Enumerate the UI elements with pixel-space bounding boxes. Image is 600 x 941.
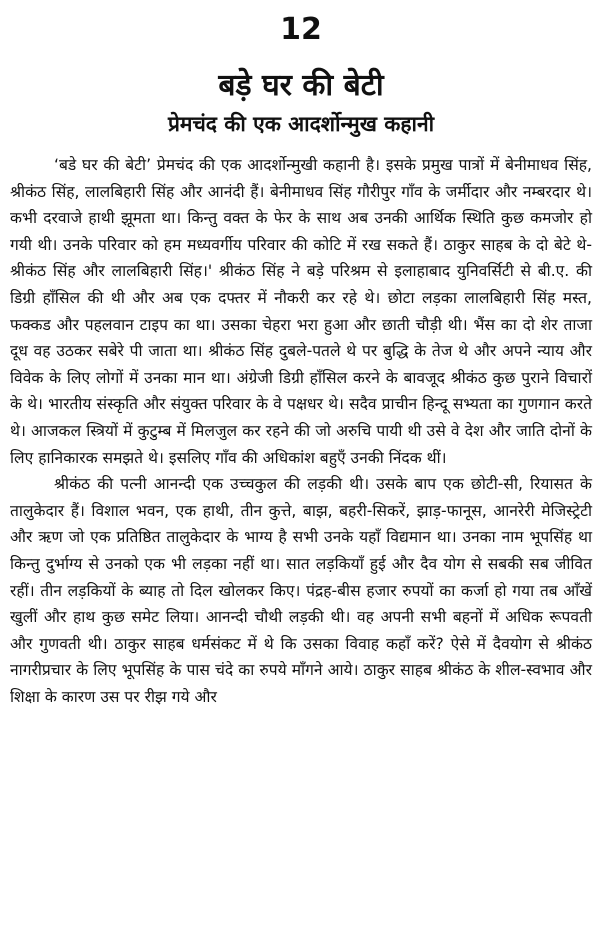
story-subtitle: प्रेमचंद की एक आदर्शोन्मुख कहानी — [167, 112, 435, 136]
paragraph-2: श्रीकंठ की पत्नी आनन्दी एक उच्चकुल की लड़की थी। उसके बाप एक छोटी-सी, रियासत के तालुकेदार हैं। विशाल भवन, एक हाथी, तीन कुत्ते, बाझ, बहरी-सिकरें, झाड़-फानूस, आनरेरी मेजिस्ट्रेटी और ऋण जो एक प्रतिष्ठित तालुकेदार के भाग्य है सभी उनके यहाँ विद्यमान था। उनका नाम भूपसिंह था किन्तु दुर्भाग्य से उनको एक भी लड़का नहीं था। सात लड़कियाँ हुई और दैव योग से सबकी सब जीवित रहीं। तीन लड़कियों के ब्याह तो दिल खोलकर किए। पंद्रह-बीस हजार रुपयों का कर्जा हो गया तब आँखें खुलीं और हाथ कुछ समेट लिया। आनन्दी चौथी लड़की थी। वह अपनी सभी बहनों में अधिक रूपवती और गुणवती थी। ठाकुर साहब धर्मसंकट में थे कि उसका विवाह कहाँ करें? ऐसे में दैवयोग से श्रीकंठ नागरीप्रचार के लिए भूपसिंह के पास चंदे का रुपये माँगने आये। ठाकुर साहब श्रीकंठ के शील-स्वभाव और शिक्षा के कारण उस पर रीझ गये और — [10, 475, 592, 706]
chapter-number: 12 — [280, 12, 322, 47]
story-title: बड़े घर की बेटी — [218, 68, 384, 103]
paragraph-1: ‘बडे घर की बेटी’ प्रेमचंद की एक आदर्शोन्मुखी कहानी है। इसके प्रमुख पात्रों में बेनीमाधव सिंह, श्रीकंठ सिंह, लालबिहारी सिंह और आनंदी हैं। बेनीमाधव सिंह गौरीपुर गाँव के जर्मीदार और नम्बरदार थे। कभी दरवाजे हाथी झूमता था। किन्तु वक्त के फेर के साथ अब उनकी आर्थिक स्थिति कुछ कमजोर हो गयी थी। उनके परिवार को हम मध्यवर्गीय परिवार की कोटि में रख सकते हैं। ठाकुर साहब के दो बेटे थे- श्रीकंठ सिंह और लालबिहारी सिंह।' श्रीकंठ सिंह ने बड़े परिश्रम से इलाहाबाद युनिवर्सिटी से बी.ए. की डिग्री हाँसिल की थी और अब एक दफ्तर में नौकरी कर रहे थे। छोटा लड़का लालबिहारी सिंह मस्त, फक्कड और पहलवान टाइप का था। उसका चेहरा भरा हुआ और छाती चौड़ी थी। भैंस का दो शेर ताजा दूध वह उठकर सबेरे पी जाता था। श्रीकंठ सिंह दुबले-पतले थे पर बुद्धि के तेज थे और अपने न्याय और विवेक के लिए लोगों में उनका मान था। अंग्रेजी डिग्री हाँसिल करने के बावजूद श्रीकंठ कुछ पुराने विचारों के थे। भारतीय संस्कृति और संयुक्त परिवार के वे पक्षधर थे। सदैव प्राचीन हिन्दू सभ्यता का गुणगान करते थे। आजकल स्त्रियों में कुटुम्ब में मिलजुल कर रहने की जो अरुचि पायी थी उसे वे देश और जाति दोनों के लिए हानिकारक समझते थे। इसलिए गाँव की अधिकांश बहुएँ उनकी निंदक थीं। — [10, 156, 592, 467]
